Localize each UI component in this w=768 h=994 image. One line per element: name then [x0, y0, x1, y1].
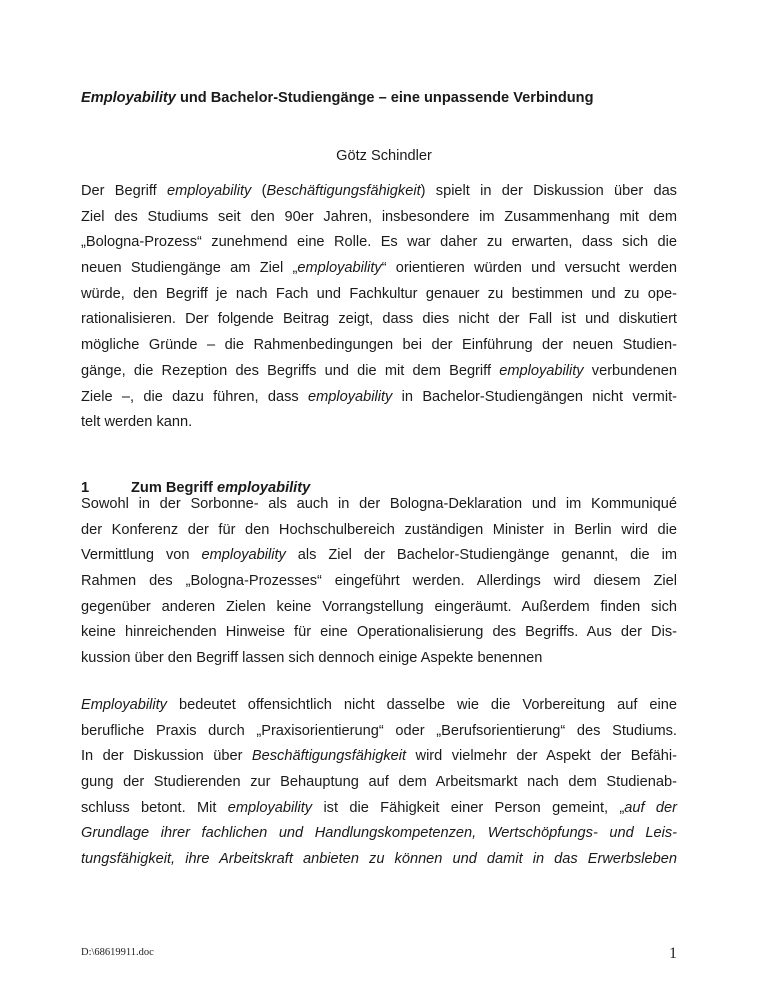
italic-run: employability	[201, 547, 286, 564]
italic-run: employability	[166, 183, 252, 199]
text-run: telt werden kann.	[81, 414, 193, 431]
section-number: 1	[81, 480, 90, 496]
text-line	[81, 847, 677, 873]
text-line	[81, 205, 677, 231]
text-run: Ziele –, die dazu führen, dass	[81, 388, 308, 405]
text-run: als Ziel der Bachelor-Studiengänge genannt, die im	[285, 547, 677, 564]
author-name: Götz Schindler	[336, 148, 432, 164]
text-line	[81, 179, 677, 205]
text-run: verbundenen	[583, 362, 677, 379]
text-run: gung der Studierenden zur Behauptung auf dem Arbeitsmarkt nach dem Studienab-	[81, 774, 677, 791]
text-run: „Bologna-Prozess“ zunehmend eine Rolle. Es war daher zu erwarten, dass sich die	[81, 234, 677, 251]
italic-run: employability	[227, 799, 313, 816]
italic-run: tungsfähigkeit, ihre Arbeitskraft anbieten zu können und damit in das Erwerbsleben	[81, 851, 677, 868]
text-line	[81, 410, 677, 436]
text-line	[81, 796, 677, 822]
text-line	[81, 518, 677, 544]
text-run: ) spielt in der Diskussion über das	[420, 183, 677, 199]
text-run: Vermittlung von	[81, 547, 202, 564]
footer-file-path: D:\68619911.doc	[81, 947, 154, 958]
text-line	[81, 385, 677, 411]
text-run: würde, den Begriff je nach Fach und Fachkultur genauer zu bestimmen und zu ope-	[81, 285, 677, 302]
text-run: Sowohl in der Sorbonne- als auch in der Bologna-Deklaration und im Kommuniqué	[81, 496, 677, 512]
italic-run: employability	[499, 362, 584, 379]
text-run: neuen Studiengänge am Ziel „	[81, 260, 298, 277]
text-line	[81, 492, 677, 518]
text-run: berufliche Praxis durch „Praxisorientierung“ oder „Berufsorientierung“ des Studiums.	[81, 722, 677, 739]
text-line	[81, 744, 677, 770]
text-line	[81, 821, 677, 847]
text-line	[81, 230, 677, 256]
section-paragraph-2	[81, 693, 677, 873]
text-run: der Konferenz der für den Hochschulbereich zuständigen Minister in Berlin wird die	[81, 521, 677, 538]
section-paragraph-1	[81, 492, 677, 672]
title-rest: und Bachelor-Studiengänge – eine unpassende Verbindung	[175, 90, 594, 106]
text-run: “ orientieren würden und versucht werden	[381, 260, 677, 277]
text-run: In der Diskussion über	[81, 748, 252, 765]
text-line	[81, 359, 677, 385]
text-run: keine hinreichenden Hinweise für eine Operationalisierung des Begriffs. Aus der Dis-	[81, 624, 677, 641]
text-line	[81, 646, 677, 672]
text-run: gänge, die Rezeption des Begriffs und die mit dem Begriff	[81, 362, 500, 379]
text-line	[81, 719, 677, 745]
text-run: mögliche Gründe – die Rahmenbedingungen bei der Einführung der neuen Studien-	[81, 337, 677, 354]
section-heading-text: Zum Begriff	[131, 480, 217, 496]
text-run: Rahmen des „Bologna-Prozesses“ eingeführt werden. Allerdings wird diesem Ziel	[81, 573, 677, 590]
text-run: in Bachelor-Studiengängen nicht vermit-	[392, 388, 677, 405]
footer-page-number: 1	[669, 945, 677, 962]
text-run: Ziel des Studiums seit den 90er Jahren, insbesondere im Zusammenhang mit dem	[81, 208, 677, 225]
text-line	[81, 620, 677, 646]
text-line	[81, 693, 677, 719]
document-title	[81, 89, 701, 107]
text-line	[81, 282, 677, 308]
text-run: gegenüber anderen Zielen keine Vorrangstellung eingeräumt. Außerdem finden sich	[81, 598, 677, 615]
text-line	[81, 307, 677, 333]
text-line	[81, 569, 677, 595]
text-run: ist die Fähigkeit einer Person gemeint, „	[312, 799, 625, 816]
text-run: wird vielmehr der Aspekt der Befähi-	[406, 748, 677, 765]
italic-run: employability	[297, 260, 382, 277]
text-line	[81, 595, 677, 621]
text-run: Der Begriff	[81, 183, 167, 199]
italic-run: Beschäftigungsfähigkeit	[266, 183, 421, 199]
text-run: schluss betont. Mit	[81, 799, 228, 816]
text-line	[81, 770, 677, 796]
italic-run: auf der	[624, 799, 677, 816]
text-line	[81, 543, 677, 569]
italic-run: employability	[308, 388, 393, 405]
italic-run: Beschäftigungsfähigkeit	[251, 748, 407, 765]
text-run: kussion über den Begriff lassen sich dennoch einige Aspekte benennen	[81, 650, 543, 667]
text-run: bedeutet offensichtlich nicht dasselbe wie die Vorbereitung auf eine	[166, 697, 677, 713]
title-italic-term: Employability	[81, 90, 176, 106]
text-line	[81, 256, 677, 282]
italic-run: Employability	[81, 697, 167, 713]
italic-run: Grundlage ihrer fachlichen und Handlungskompetenzen, Wertschöpfungs- und Leis-	[81, 825, 677, 842]
text-run: (	[251, 183, 267, 199]
section-heading-italic: employability	[216, 480, 311, 496]
text-run: rationalisieren. Der folgende Beitrag zeigt, dass dies nicht der Fall ist und diskutiert	[81, 311, 677, 328]
abstract-paragraph	[81, 179, 677, 436]
text-line	[81, 333, 677, 359]
